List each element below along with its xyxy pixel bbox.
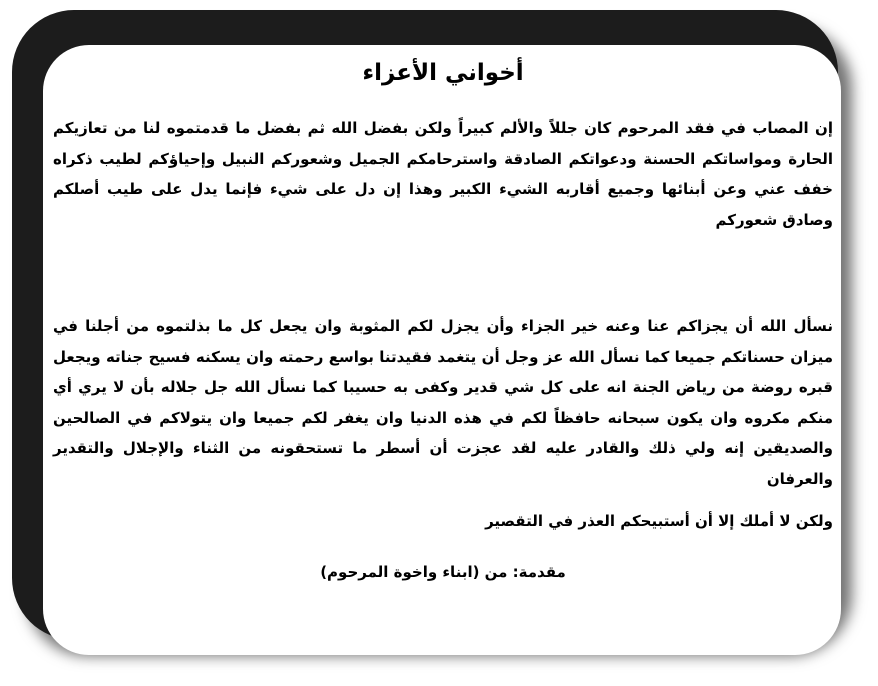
paragraph-prayer: نسأل الله أن يجزاكم عنا وعنه خير الجزاء وأن يجزل لكم المثوبة وان يجعل كل ما بذلتموه من أجلنا في ميزان حسناتكم جميعا كما نسأل الله عز وجل أن يتغمد فقيدتنا بواسع رحمته وان يسكنه فسيح جناته ويجعل قبره روضة من رياض الجنة انه على كل شي قدير وكفى به حسيبا كما نسأل الله جل جلاله بأن لا يري أي منكم مكروه وان يكون سبحانه حافظاً لكم في هذه الدنيا وان يغفر لكم جميعا وان يتولاكم في الصالحين والصديقين إنه ولي ذلك والقادر عليه لقد عجزت أن أسطر ما تستحقونه من الثناء والإجلال والتقدير والعرفان bbox=[53, 317, 833, 488]
letter-title: أخواني الأعزاء bbox=[362, 60, 524, 86]
document-panel bbox=[43, 45, 841, 655]
decorative-frame bbox=[12, 10, 838, 640]
letter-content bbox=[53, 57, 833, 587]
paragraph-thanks: إن المصاب في فقد المرحوم كان جللاً والألم كبيراً ولكن بفضل الله ثم بفضل ما قدمتموه لنا من تعازيكم الحارة ومواساتكم الحسنة ودعواتكم الصادقة واسترحامكم الجميل وشعوركم النبيل وإحياؤكم لطيب ذكراه خفف عني وعن أبنائها وجميع أقاربه الشيء الكبير وهذا إن دل على شيء فإنما يدل على طيب أصلكم وصادق شعوركم bbox=[53, 119, 833, 229]
letter-signature: مقدمة: من (ابناء واخوة المرحوم) bbox=[320, 562, 566, 581]
paragraph-apology: ولكن لا أملك إلا أن أستبيحكم العذر في التقصير bbox=[485, 512, 833, 530]
